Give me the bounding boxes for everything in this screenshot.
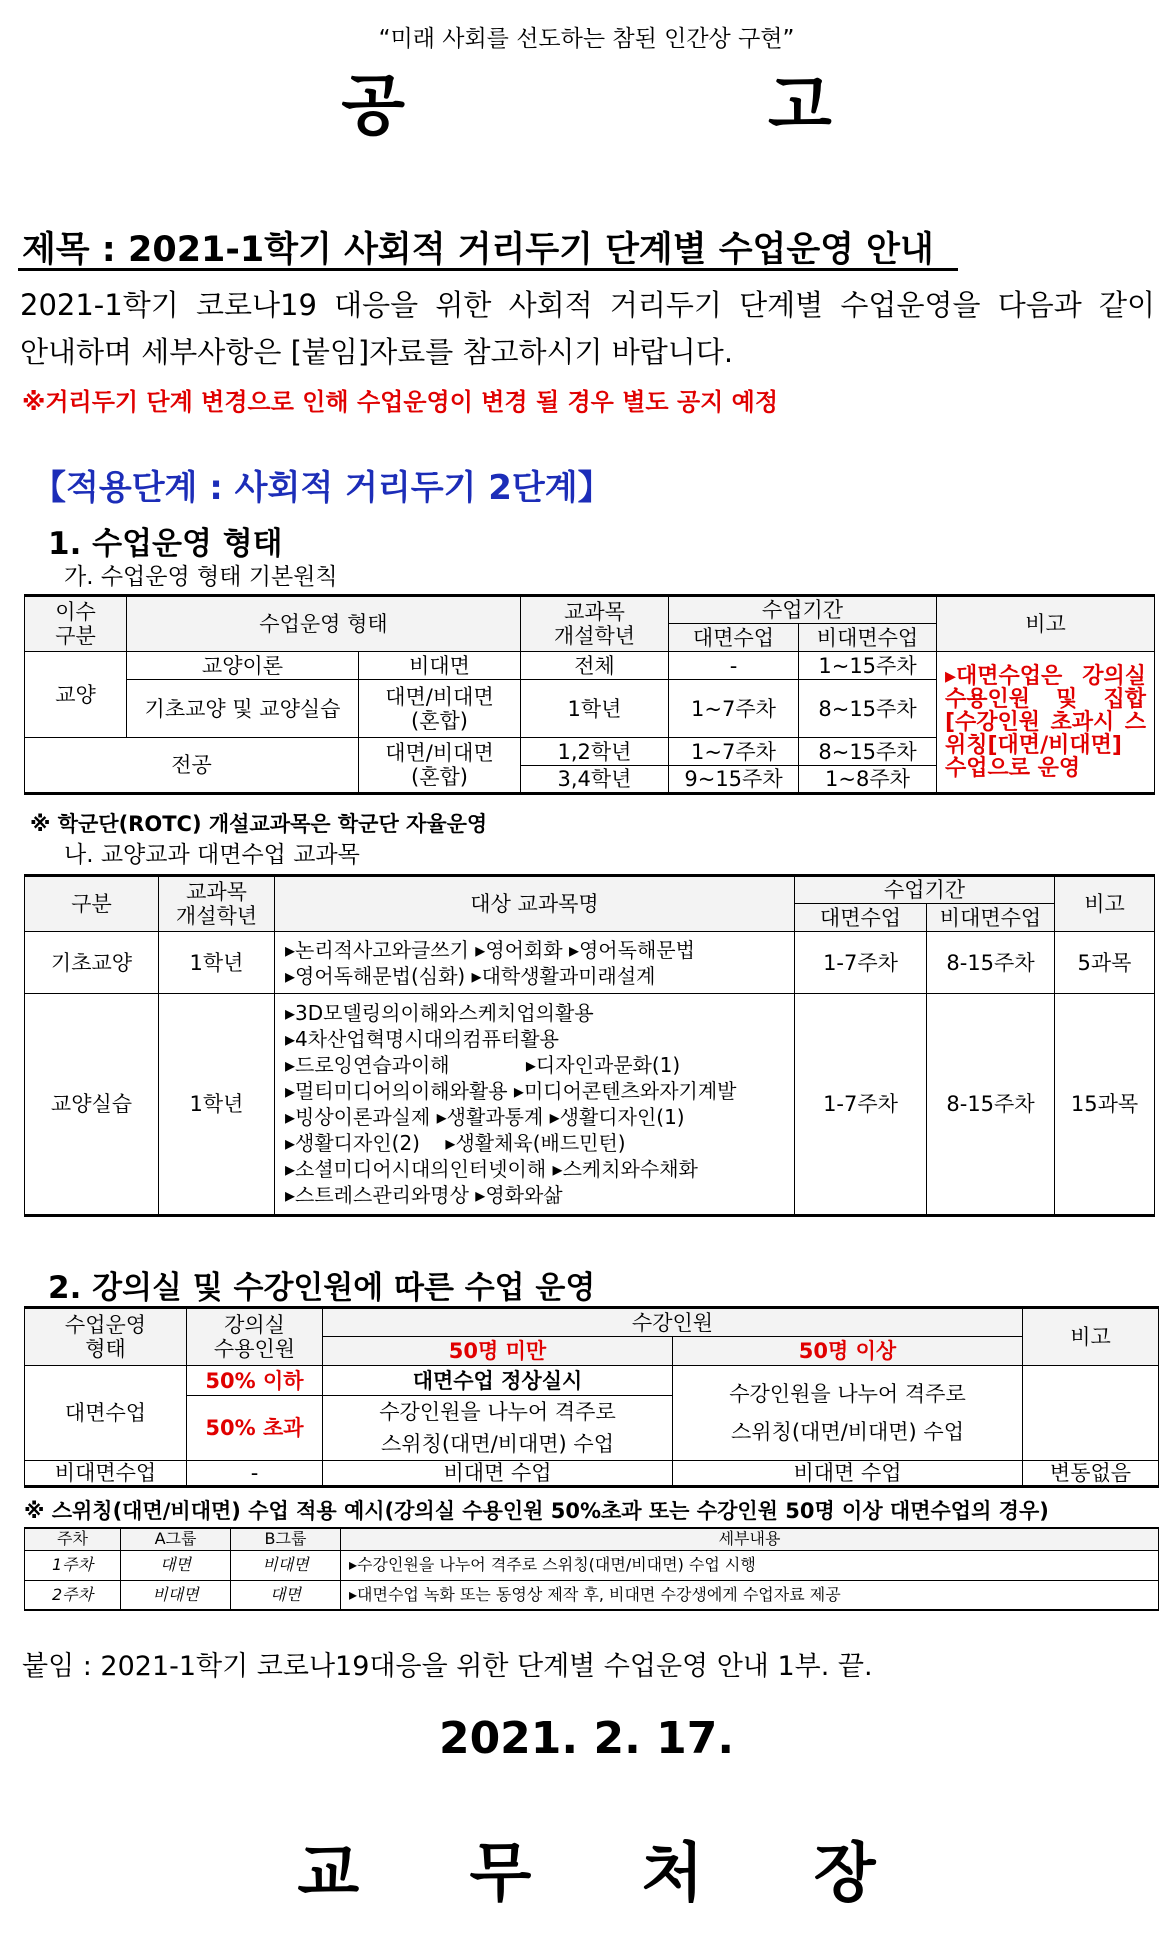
cell-mode: 대면/비대면 (혼합) — [359, 680, 521, 738]
cell-nonface: 8~15주차 — [799, 738, 937, 766]
header-detail: 세부내용 — [341, 1528, 1159, 1550]
switching-example-note: ※ 스위칭(대면/비대면) 수업 적용 예시(강의실 수용인원 50%초과 또는 수강인원 50명 이상 대면수업의 경우) — [24, 1499, 1049, 1523]
header-nonface: 비대면수업 — [799, 624, 937, 652]
cell-nonface-over: 비대면 수업 — [673, 1461, 1023, 1487]
table-row — [25, 1580, 1159, 1610]
attachment-line: 붙임 : 2021-1학기 코로나19대응을 위한 단계별 수업운영 안내 1부. 끝. — [22, 1651, 873, 1682]
cell-group-b: 비대면 — [231, 1550, 341, 1580]
cell-week: 2주차 — [25, 1580, 121, 1610]
course-list-line: ▸생활디자인(2) ▸생활체육(배드민턴) — [285, 1131, 626, 1155]
course-list-line: ▸3D모델링의이해와스케치업의활용 — [285, 1001, 594, 1025]
cell-course: 기초교양 및 교양실습 — [127, 680, 359, 738]
cell-type: 교양 — [25, 652, 127, 738]
cell-mode: 비대면 — [359, 652, 521, 680]
warning-note: ※거리두기 단계 변경으로 인해 수업운영이 변경 될 경우 별도 공지 예정 — [22, 388, 779, 416]
section1-title: 1. 수업운영 형태 — [48, 526, 283, 562]
course-list-line: ▸드로잉연습과이해 ▸디자인과문화(1) — [285, 1053, 681, 1077]
course-list-line: ▸논리적사고와글쓰기 ▸영어회화 ▸영어독해문법 — [285, 937, 695, 962]
header-remark: 비고 — [1023, 1308, 1159, 1366]
cell-nonface: 1~8주차 — [799, 766, 937, 794]
course-list-line: ▸빙상이론과실제 ▸생활과통계 ▸생활디자인(1) — [285, 1105, 685, 1129]
cell-type: 전공 — [25, 738, 359, 794]
cell-grade: 1학년 — [159, 994, 275, 1216]
cell-cap-under: 50% 이하 — [187, 1366, 323, 1396]
cell-course: 교양이론 — [127, 652, 359, 680]
header-face: 대면수업 — [795, 904, 927, 932]
notice-date: 2021. 2. 17. — [438, 1713, 735, 1764]
header-mode: 수업운영 형태 — [25, 1308, 187, 1366]
cell-courses — [275, 932, 795, 994]
header-face: 대면수업 — [669, 624, 799, 652]
header-group-a: A그룹 — [121, 1528, 231, 1550]
cell-switch-over: 수강인원을 나누어 격주로 스위칭(대면/비대면) 수업 — [673, 1366, 1023, 1461]
cell-type: 교양실습 — [25, 994, 159, 1216]
header-students: 수강인원 — [323, 1308, 1023, 1337]
course-list-line: ▸4차산업혁명시대의컴퓨터활용 — [285, 1027, 559, 1051]
cell-grade: 1학년 — [159, 932, 275, 994]
switching-example-table — [24, 1527, 1159, 1611]
header-under-50: 50명 미만 — [323, 1337, 673, 1366]
cell-mode: 대면/비대면 (혼합) — [359, 738, 521, 794]
header-over-50: 50명 이상 — [673, 1337, 1023, 1366]
cell-courses — [275, 994, 795, 1216]
cell-nonface: 8-15주차 — [927, 932, 1055, 994]
cell-normal: 대면수업 정상실시 — [323, 1366, 673, 1396]
header-grade: 교과목 개설학년 — [159, 876, 275, 932]
course-list-line: ▸스트레스관리와명상 ▸영화와삶 — [285, 1183, 563, 1207]
cell-nonface-remark: 변동없음 — [1023, 1461, 1159, 1487]
cell-grade: 전체 — [521, 652, 669, 680]
cell-face-label: 대면수업 — [25, 1366, 187, 1461]
rotc-note: ※ 학군단(ROTC) 개설교과목은 학군단 자율운영 — [30, 812, 488, 836]
table-row — [25, 1550, 1159, 1580]
header-remark: 비고 — [1055, 876, 1155, 932]
issuing-office: 교 무 처 장 — [297, 1837, 920, 1911]
section1-sub-a: 가. 수업운영 형태 기본원칙 — [64, 564, 338, 590]
course-list-line: ▸멀티미디어의이해와활용 ▸미디어콘텐츠와자기계발 — [285, 1079, 737, 1103]
section1-sub-b: 나. 교양교과 대면수업 교과목 — [64, 842, 360, 868]
cell-nonface: 8~15주차 — [799, 680, 937, 738]
subject-underline — [18, 268, 958, 271]
cell-group-a: 대면 — [121, 1550, 231, 1580]
course-list-line: ▸영어독해문법(심화) ▸대학생활과미래설계 — [285, 963, 656, 988]
header-type: 이수 구분 — [25, 596, 127, 652]
header-period: 수업기간 — [669, 596, 937, 624]
subject-line: 제목 : 2021-1학기 사회적 거리두기 단계별 수업운영 안내 — [22, 230, 934, 270]
cell-grade: 3,4학년 — [521, 766, 669, 794]
cell-remark: 15과목 — [1055, 994, 1155, 1216]
section2-title: 2. 강의실 및 수강인원에 따른 수업 운영 — [48, 1270, 596, 1306]
header-period: 수업기간 — [795, 876, 1055, 904]
table-row — [25, 932, 1155, 994]
cell-nonface-label: 비대면수업 — [25, 1461, 187, 1487]
capacity-operation-table — [24, 1306, 1159, 1488]
slogan: “미래 사회를 선도하는 참된 인간상 구현” — [378, 26, 795, 52]
cell-nonface: 1~15주차 — [799, 652, 937, 680]
cell-group-a: 비대면 — [121, 1580, 231, 1610]
cell-face: 1-7주차 — [795, 994, 927, 1216]
cell-face: 1~7주차 — [669, 680, 799, 738]
cell-grade: 1,2학년 — [521, 738, 669, 766]
cell-nonface-under: 비대면 수업 — [323, 1461, 673, 1487]
operation-principle-table — [24, 594, 1155, 795]
cell-cap-over: 50% 초과 — [187, 1396, 323, 1461]
cell-switch-under: 수강인원을 나누어 격주로 스위칭(대면/비대면) 수업 — [323, 1396, 673, 1461]
cell-face: 1-7주차 — [795, 932, 927, 994]
cell-nonface: 8-15주차 — [927, 994, 1055, 1216]
header-type: 구분 — [25, 876, 159, 932]
course-list-line: ▸소셜미디어시대의인터넷이해 ▸스케치와수채화 — [285, 1157, 698, 1181]
cell-remark: 5과목 — [1055, 932, 1155, 994]
cell-group-b: 대면 — [231, 1580, 341, 1610]
intro-paragraph: 2021-1학기 코로나19 대응을 위한 사회적 거리두기 단계별 수업운영을 다음과 같이 안내하며 세부사항은 [붙임]자료를 참고하시기 바랍니다. — [20, 288, 1155, 369]
cell-face: 1~7주차 — [669, 738, 799, 766]
cell-nonface-cap: - — [187, 1461, 323, 1487]
remark-cell: ▸대면수업은 강의실 수용인원 및 집합 [수강인원 초과시 스위칭[대면/비대면] 수업으로 운영 — [937, 652, 1155, 794]
cell-type: 기초교양 — [25, 932, 159, 994]
cell-detail: ▸수강인원을 나누어 격주로 스위칭(대면/비대면) 수업 시행 — [341, 1550, 1159, 1580]
notice-title: 공 고 — [341, 67, 1002, 144]
header-group-b: B그룹 — [231, 1528, 341, 1550]
header-capacity: 강의실 수용인원 — [187, 1308, 323, 1366]
cell-face: - — [669, 652, 799, 680]
header-mode: 수업운영 형태 — [127, 596, 521, 652]
cell-grade: 1학년 — [521, 680, 669, 738]
header-week: 주차 — [25, 1528, 121, 1550]
header-remark: 비고 — [937, 596, 1155, 652]
cell-face: 9~15주차 — [669, 766, 799, 794]
cell-week: 1주차 — [25, 1550, 121, 1580]
header-courses: 대상 교과목명 — [275, 876, 795, 932]
applied-stage: 【적용단계 : 사회적 거리두기 2단계】 — [32, 468, 612, 508]
liberal-arts-face-table — [24, 874, 1155, 1217]
header-grade: 교과목 개설학년 — [521, 596, 669, 652]
header-nonface: 비대면수업 — [927, 904, 1055, 932]
table-row — [25, 994, 1155, 1216]
cell-remark-empty — [1023, 1366, 1159, 1461]
cell-detail: ▸대면수업 녹화 또는 동영상 제작 후, 비대면 수강생에게 수업자료 제공 — [341, 1580, 1159, 1610]
